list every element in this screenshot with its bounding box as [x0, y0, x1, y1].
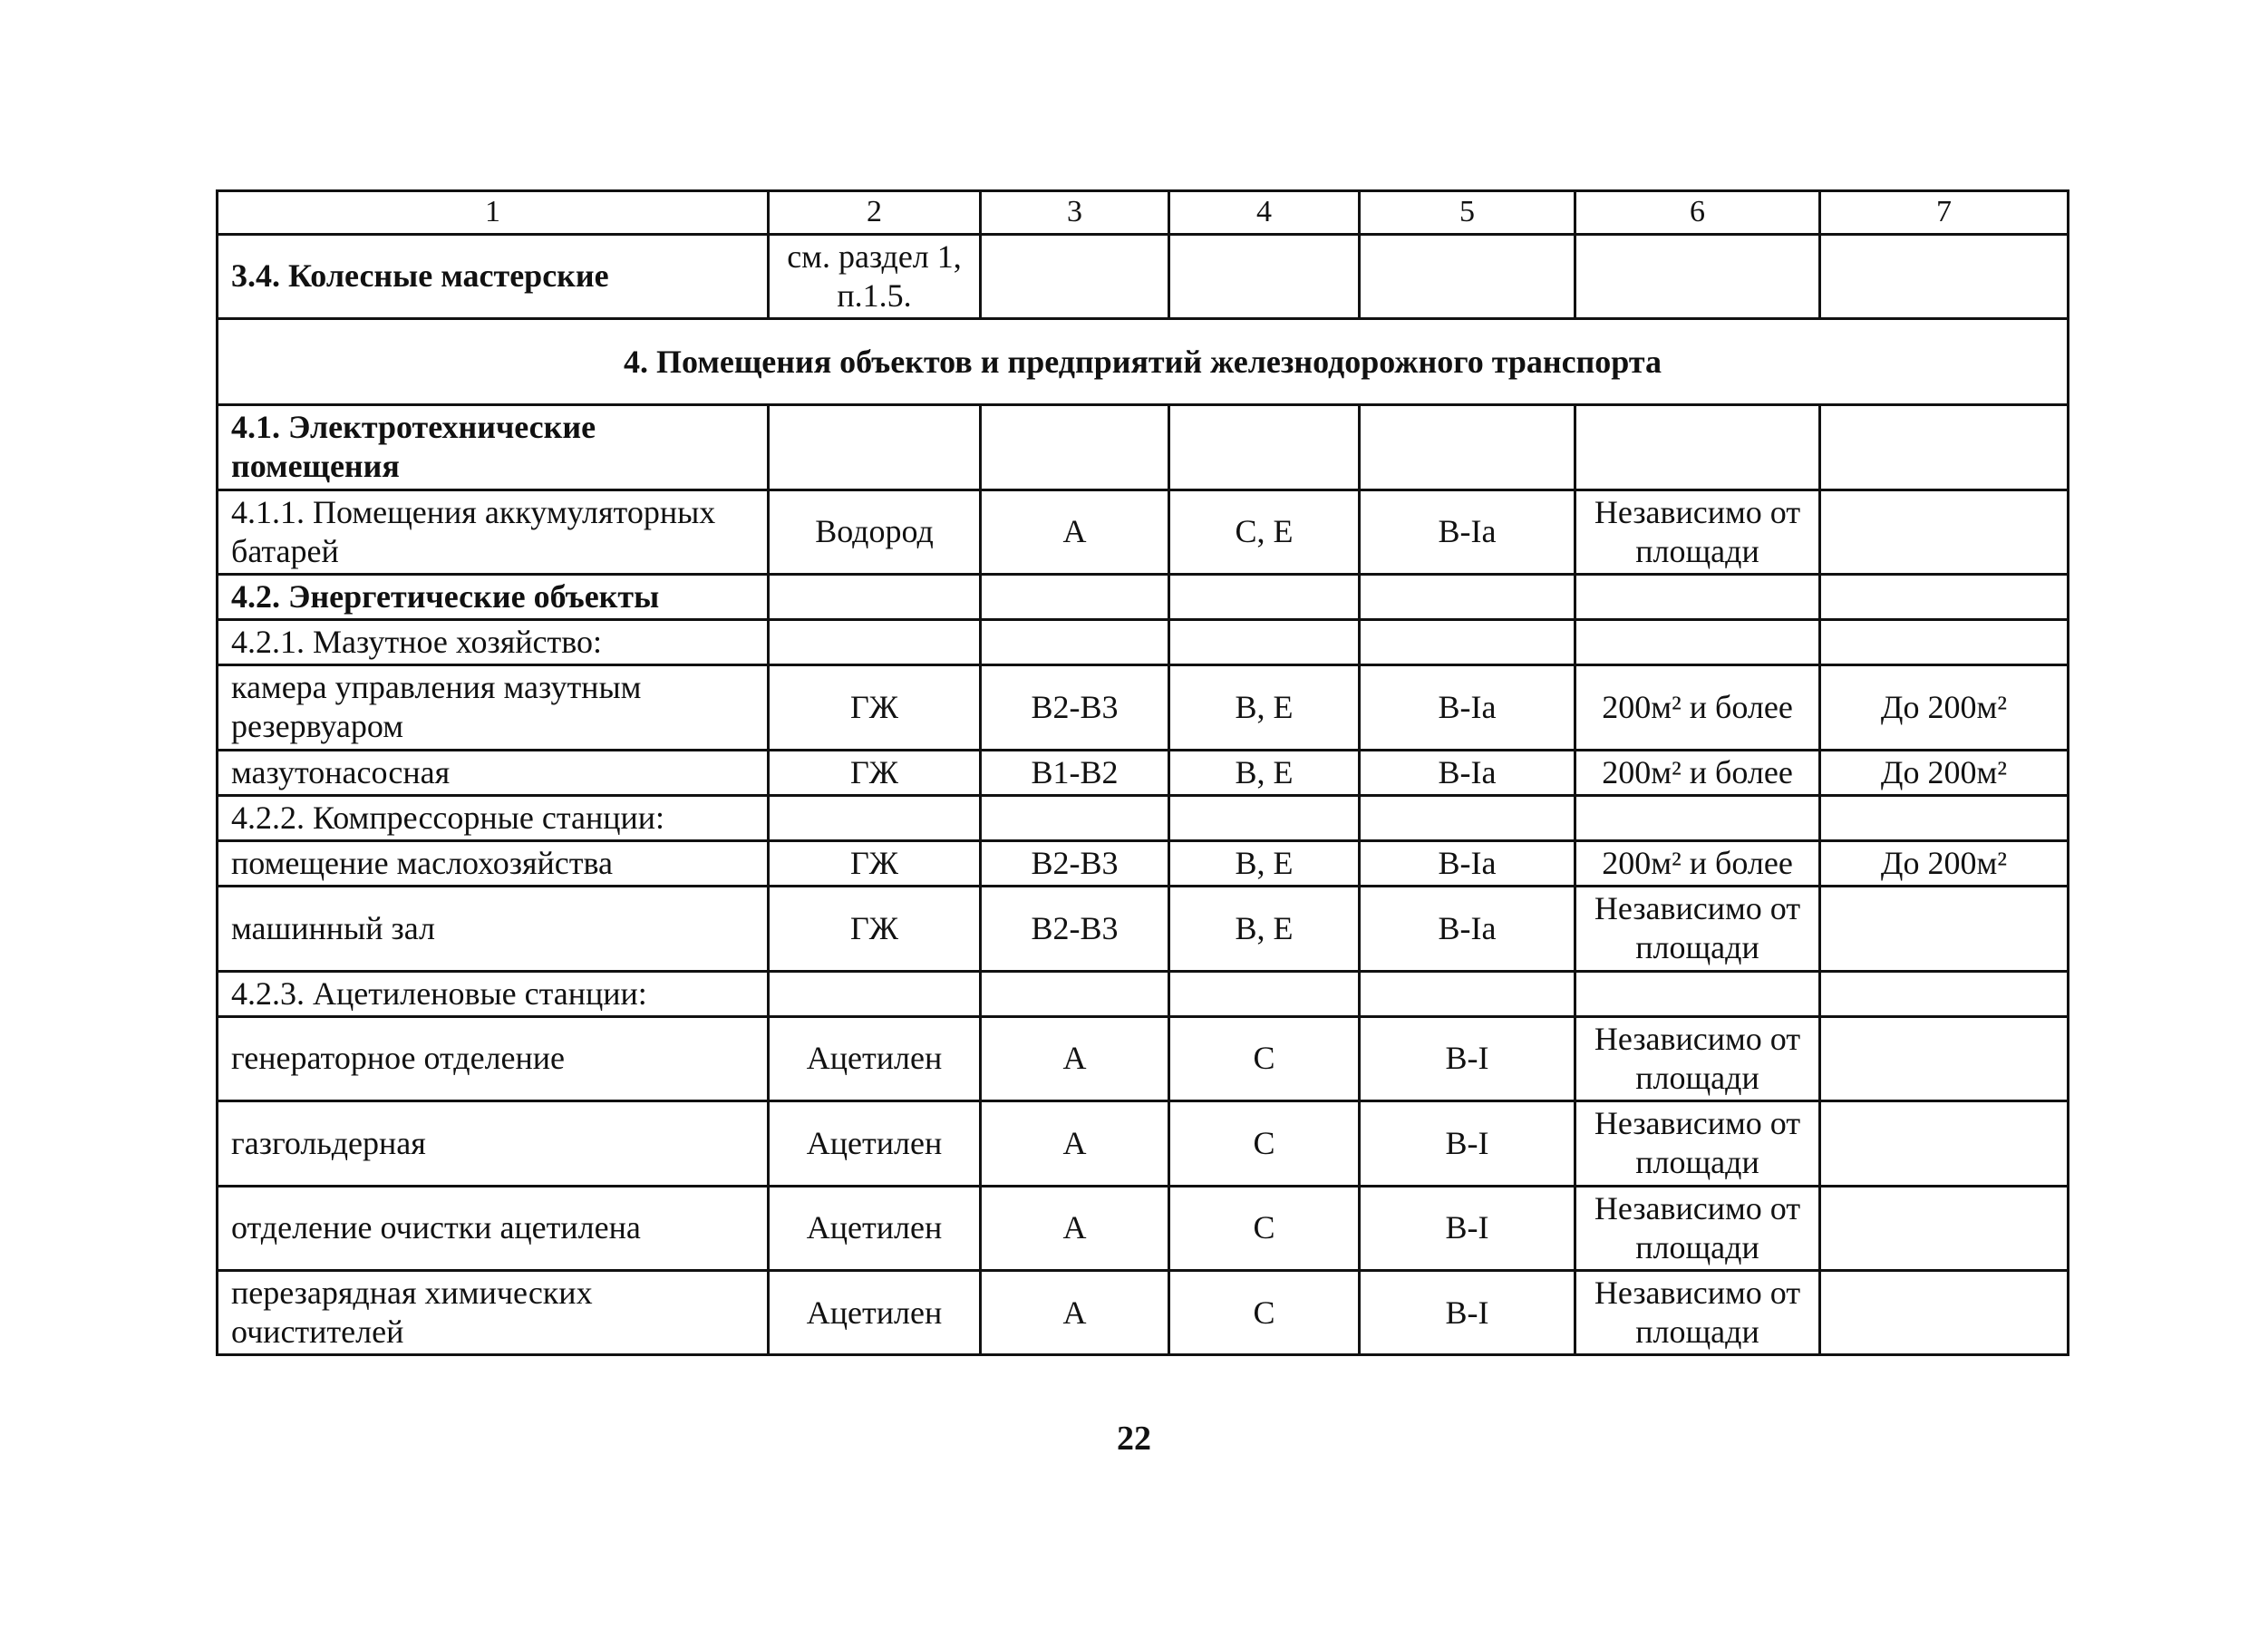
table-cell: В-Iа: [1360, 841, 1575, 887]
table-cell: [1820, 405, 2069, 490]
table-cell: В2-В3: [981, 887, 1169, 971]
table-cell: Водород: [769, 490, 981, 574]
table-cell: Независимо от площади: [1575, 1016, 1820, 1100]
table-row: [218, 574, 2069, 619]
table-cell: [1360, 234, 1575, 318]
table-row: [218, 971, 2069, 1016]
table-cell: До 200м²: [1820, 665, 2069, 750]
table-cell: [1820, 234, 2069, 318]
row-name: помещение маслохозяйства: [218, 841, 769, 887]
row-name: 4.2. Энергетические объекты: [218, 574, 769, 619]
table-cell: [769, 971, 981, 1016]
table-cell: 200м² и более: [1575, 665, 1820, 750]
table-cell: [981, 234, 1169, 318]
table-cell: [1820, 620, 2069, 665]
table-cell: [981, 405, 1169, 490]
table-cell: [981, 795, 1169, 840]
table-cell: ГЖ: [769, 665, 981, 750]
table-cell: [1575, 574, 1820, 619]
table-cell: С: [1169, 1016, 1360, 1100]
table-cell: [981, 620, 1169, 665]
section-title: 4. Помещения объектов и предприятий железнодорожного транспорта: [218, 319, 2069, 405]
table-cell: В-Iа: [1360, 665, 1575, 750]
header-cell: 1: [218, 191, 769, 235]
table-cell: А: [981, 1186, 1169, 1270]
table-cell: [1360, 405, 1575, 490]
table-cell: В1-В2: [981, 750, 1169, 795]
table-cell: Независимо от площади: [1575, 490, 1820, 574]
table-cell: [981, 574, 1169, 619]
table-cell: А: [981, 1270, 1169, 1354]
table-cell: В, Е: [1169, 887, 1360, 971]
table-cell: Ацетилен: [769, 1186, 981, 1270]
table-cell: Независимо от площади: [1575, 1186, 1820, 1270]
table-row: [218, 1101, 2069, 1186]
table-cell: [1820, 1270, 2069, 1354]
table-cell: Ацетилен: [769, 1016, 981, 1100]
reference-cell: см. раздел 1, п.1.5.: [769, 234, 981, 318]
table-cell: [1820, 1186, 2069, 1270]
table-cell: [769, 795, 981, 840]
row-name: камера управления мазутным резервуаром: [218, 665, 769, 750]
table-cell: А: [981, 490, 1169, 574]
table-cell: В, Е: [1169, 665, 1360, 750]
table-cell: [1820, 1016, 2069, 1100]
table-cell: В2-В3: [981, 665, 1169, 750]
table-cell: [1820, 574, 2069, 619]
table-cell: [1575, 405, 1820, 490]
row-name: 3.4. Колесные мастерские: [218, 234, 769, 318]
row-name: газгольдерная: [218, 1101, 769, 1186]
table-cell: [769, 620, 981, 665]
table-cell: До 200м²: [1820, 841, 2069, 887]
table-row: [218, 490, 2069, 574]
table-cell: [769, 405, 981, 490]
table-cell: А: [981, 1101, 1169, 1186]
table-cell: Независимо от площади: [1575, 1270, 1820, 1354]
table-cell: [1820, 971, 2069, 1016]
header-cell: 5: [1360, 191, 1575, 235]
table-cell: [1820, 887, 2069, 971]
table-cell: [1169, 795, 1360, 840]
row-name: 4.1. Электротехнические помещения: [218, 405, 769, 490]
table-cell: В2-В3: [981, 841, 1169, 887]
table-cell: [1169, 971, 1360, 1016]
document-table: [216, 189, 2069, 1356]
table-cell: [1360, 795, 1575, 840]
header-cell: 7: [1820, 191, 2069, 235]
table-row: [218, 1186, 2069, 1270]
table-cell: 200м² и более: [1575, 841, 1820, 887]
table-cell: ГЖ: [769, 887, 981, 971]
table-row: [218, 1016, 2069, 1100]
table-cell: ГЖ: [769, 750, 981, 795]
table-cell: [1575, 795, 1820, 840]
row-name: 4.1.1. Помещения аккумуляторных батарей: [218, 490, 769, 574]
row-name: перезарядная химических очистителей: [218, 1270, 769, 1354]
table-cell: С: [1169, 1270, 1360, 1354]
header-cell: 3: [981, 191, 1169, 235]
table-row: [218, 620, 2069, 665]
table-cell: В-I: [1360, 1186, 1575, 1270]
table-cell: В, Е: [1169, 750, 1360, 795]
table-cell: [981, 971, 1169, 1016]
table-cell: С: [1169, 1186, 1360, 1270]
table-cell: Ацетилен: [769, 1270, 981, 1354]
table-cell: [1169, 234, 1360, 318]
header-cell: 2: [769, 191, 981, 235]
table-cell: [1575, 234, 1820, 318]
table-body: [218, 405, 2069, 1355]
table-cell: [1169, 405, 1360, 490]
table-cell: [1360, 620, 1575, 665]
table-row: [218, 665, 2069, 750]
table-cell: До 200м²: [1820, 750, 2069, 795]
table-cell: [1360, 574, 1575, 619]
section-row: [218, 319, 2069, 405]
table-cell: В-Iа: [1360, 750, 1575, 795]
table-cell: В-I: [1360, 1101, 1575, 1186]
row-name: 4.2.2. Компрессорные станции:: [218, 795, 769, 840]
table-cell: [1820, 1101, 2069, 1186]
header-cell: 6: [1575, 191, 1820, 235]
table-cell: В-I: [1360, 1270, 1575, 1354]
row-name: генераторное отделение: [218, 1016, 769, 1100]
table-row: [218, 1270, 2069, 1354]
row-name: отделение очистки ацетилена: [218, 1186, 769, 1270]
table-cell: [1820, 795, 2069, 840]
table-cell: [769, 574, 981, 619]
table-cell: [1575, 620, 1820, 665]
table-cell: В, Е: [1169, 841, 1360, 887]
table-cell: [1360, 971, 1575, 1016]
table-cell: В-I: [1360, 1016, 1575, 1100]
table-cell: В-Iа: [1360, 490, 1575, 574]
table-row: [218, 750, 2069, 795]
table-row: [218, 841, 2069, 887]
table-cell: С, Е: [1169, 490, 1360, 574]
row-name: 4.2.1. Мазутное хозяйство:: [218, 620, 769, 665]
header-cell: 4: [1169, 191, 1360, 235]
page-number: 22: [1117, 1420, 1151, 1458]
table-cell: 200м² и более: [1575, 750, 1820, 795]
table-cell: Ацетилен: [769, 1101, 981, 1186]
table-cell: [1169, 574, 1360, 619]
table-cell: Независимо от площади: [1575, 887, 1820, 971]
table-row: [218, 887, 2069, 971]
table-cell: А: [981, 1016, 1169, 1100]
table-row: [218, 795, 2069, 840]
table-row: [218, 234, 2069, 318]
table-cell: В-Iа: [1360, 887, 1575, 971]
table-cell: [1575, 971, 1820, 1016]
table-cell: С: [1169, 1101, 1360, 1186]
row-name: 4.2.3. Ацетиленовые станции:: [218, 971, 769, 1016]
row-name: машинный зал: [218, 887, 769, 971]
row-name: мазутонасосная: [218, 750, 769, 795]
table-cell: [1820, 490, 2069, 574]
table-cell: [1169, 620, 1360, 665]
table-cell: Независимо от площади: [1575, 1101, 1820, 1186]
table-cell: ГЖ: [769, 841, 981, 887]
table-row: [218, 405, 2069, 490]
header-row: [218, 191, 2069, 235]
